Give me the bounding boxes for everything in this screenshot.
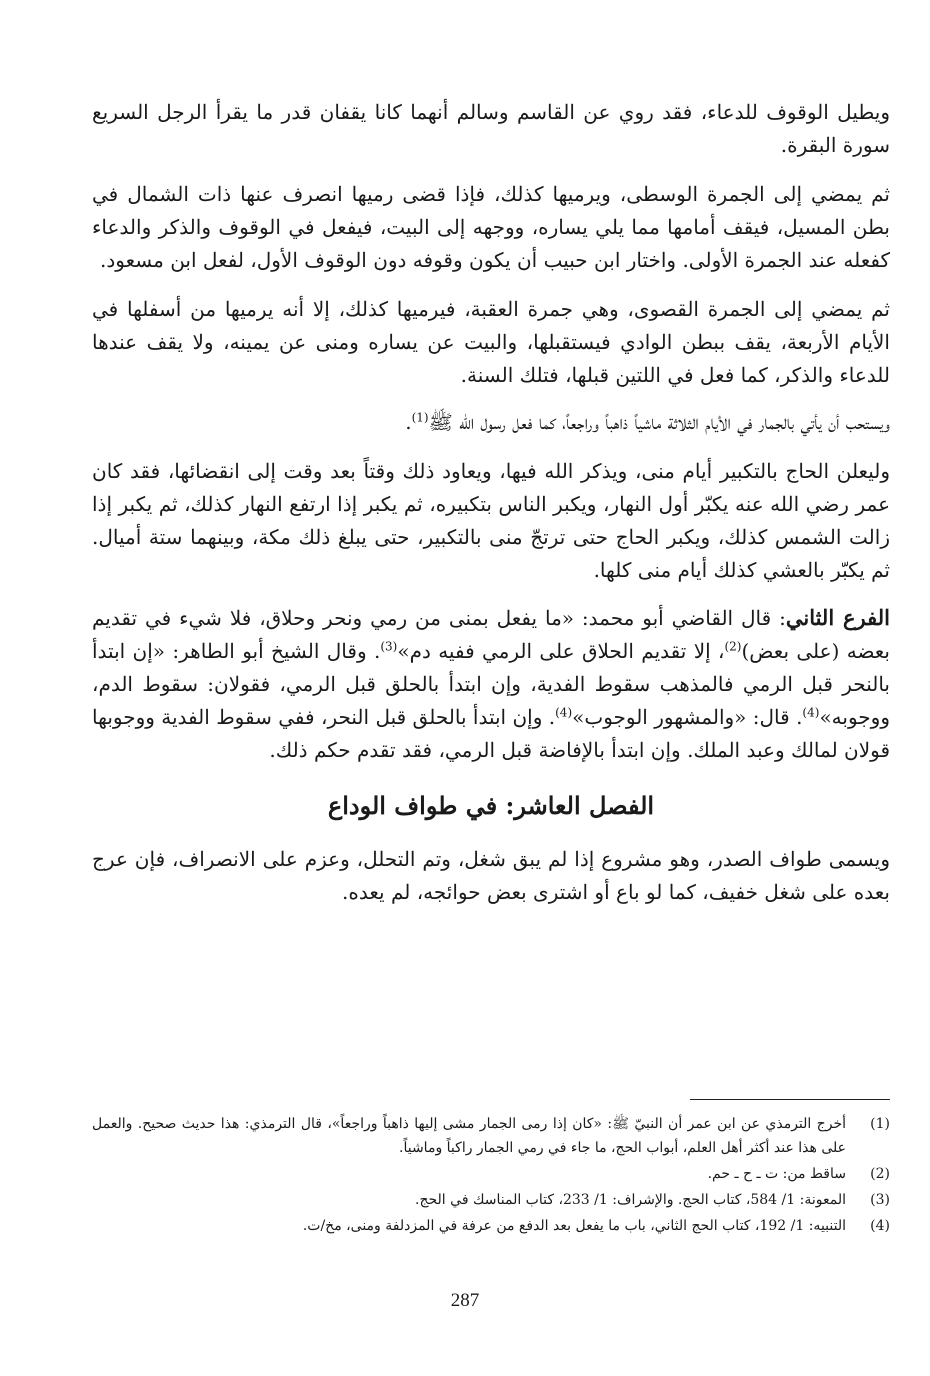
paragraph-2: ثم يمضي إلى الجمرة الوسطى، ويرميها كذلك، فإذا قضى رميها انصرف عنها ذات الشمال في بطن المسيل، فيقف أمامها مما يلي يساره، ووجهه إلى البيت، فيفعل في الوقوف والذكر والدعاء كفعله عند الجمرة الأولى. واختار ابن حبيب أن يكون وقوفه دون الوقوف الأول، لفعل ابن مسعود. <box>92 182 890 272</box>
footnote-2 <box>92 1162 890 1186</box>
page-number: 287 <box>450 1290 480 1311</box>
page-body <box>92 96 891 1234</box>
paragraph-5: وليعلن الحاج بالتكبير أيام منى، ويذكر الله فيها، ويعاود ذلك وقتاً بعد وقت إلى انقضائها، فقد كان عمر رضي الله عنه يكبّر أول النهار، ويكبر الناس بتكبيره، ثم يكبر إذا ارتفع النهار كذلك، ثم يكبر إذا زالت الشمس كذلك، ويكبر الحاج حتى ترتجّ منى بالتكبير، حتى يبلغ ذلك مكة، وبينهما ستة أميال. ثم يكبّر بالعشي كذلك أيام منى كلها. <box>92 459 890 582</box>
paragraph-6-part-1: : قال القاضي أبو محمد: «ما يفعل بمنى من رمي ونحر وحلاق، فلا شيء في تقديم بعضه (على بعض) <box>92 606 890 663</box>
footnote-3 <box>92 1188 890 1212</box>
paragraph-1: ويطيل الوقوف للدعاء، فقد روي عن القاسم وسالم أنهما كانا يقفان قدر ما يقرأ الرجل السريع سورة البقرة. <box>92 100 890 157</box>
paragraph-6-part-2: ، إلا تقديم الحلاق على الرمي ففيه دم» <box>397 639 725 663</box>
footnote-ref-3: (3) <box>380 639 398 654</box>
footnote-number: (3) <box>870 1192 890 1208</box>
paragraph-6-part-5: . وإن ابتدأ بالحلق قبل النحر، ففي سقوط الفدية ووجوبها قولان لمالك وعبد الملك. وإن ابتدأ بالإفاضة قبل الرمي، فقد تقدم حكم ذلك. <box>92 705 890 762</box>
footnotes <box>92 1112 890 1240</box>
footnote-text: التنبيه: 1/ 192، كتاب الحج الثاني، باب ما يفعل بعد الدفع من عرفة في المزدلفة ومنى، مخ/ت. <box>302 1218 846 1234</box>
footnote-ref-4b: (4) <box>555 705 573 720</box>
footnote-ref-4a: (4) <box>802 705 820 720</box>
chapter-title: الفصل العاشر: في طواف الوداع <box>327 791 655 820</box>
footnote-number: (1) <box>870 1116 890 1132</box>
paragraph-4-end: . <box>405 410 412 434</box>
section-heading: الفرع الثاني <box>785 605 890 630</box>
footnote-ref-1: (1) <box>411 410 429 425</box>
footnote-ref-2: (2) <box>724 639 742 654</box>
paragraph-6-part-4: . قال: «والمشهور الوجوب» <box>572 705 803 729</box>
paragraph-7: ويسمى طواف الصدر، وهو مشروع إذا لم يبق شغل، وتم التحلل، وعزم على الانصراف، فإن عرج بعده على شغل خفيف، كما لو باع أو اشترى بعض حوائجه، لم يعده. <box>92 847 890 904</box>
footnote-text: ساقط من: ت ـ ح ـ حم. <box>707 1166 846 1182</box>
paragraph-3: ثم يمضي إلى الجمرة القصوى، وهي جمرة العقبة، فيرميها كذلك، إلا أنه يرميها من أسفلها في الأيام الأربعة، يقف ببطن الوادي فيستقبلها، والبيت عن يساره ومنى عن يمينه، ولا يقف عندها للدعاء والذكر، كما فعل في اللتين قبلها، فتلك السنة. <box>92 297 891 387</box>
footnote-1 <box>92 1112 890 1160</box>
footnote-4 <box>92 1214 890 1238</box>
footnote-number: (4) <box>870 1218 890 1234</box>
paragraph-4 <box>92 406 890 439</box>
footnote-text: أخرج الترمذي عن ابن عمر أن النبيّ ﷺ: «كان إذا رمى الجمار مشى إليها ذاهباً وراجعاً»، قال الترمذي: هذا حديث صحيح. والعمل على هذا عند أكثر أهل العلم، أبواب الحج، ما جاء في رمي الجمار راكباً وماشياً. <box>92 1116 846 1156</box>
paragraph-6-part-3: . وقال الشيخ أبو الطاهر: «إن ابتدأ بالنحر قبل الرمي فالمذهب سقوط الفدية، وإن ابتدأ بالحلق قبل الرمي، فقولان: سقوط الدم، ووجوبه» <box>92 639 890 729</box>
paragraph-4-text: ويستحب أن يأتي بالجمار في الأيام الثلاثة ماشياً ذاهباً وراجعاً، كما فعل رسول الله ﷺ <box>428 410 890 434</box>
footnote-number: (2) <box>870 1166 890 1182</box>
footnote-text: المعونة: 1/ 584، كتاب الحج. والإشراف: 1/ 233، كتاب المناسك في الحج. <box>415 1192 846 1208</box>
footnote-divider <box>690 1099 890 1100</box>
paragraph-6 <box>92 601 890 767</box>
